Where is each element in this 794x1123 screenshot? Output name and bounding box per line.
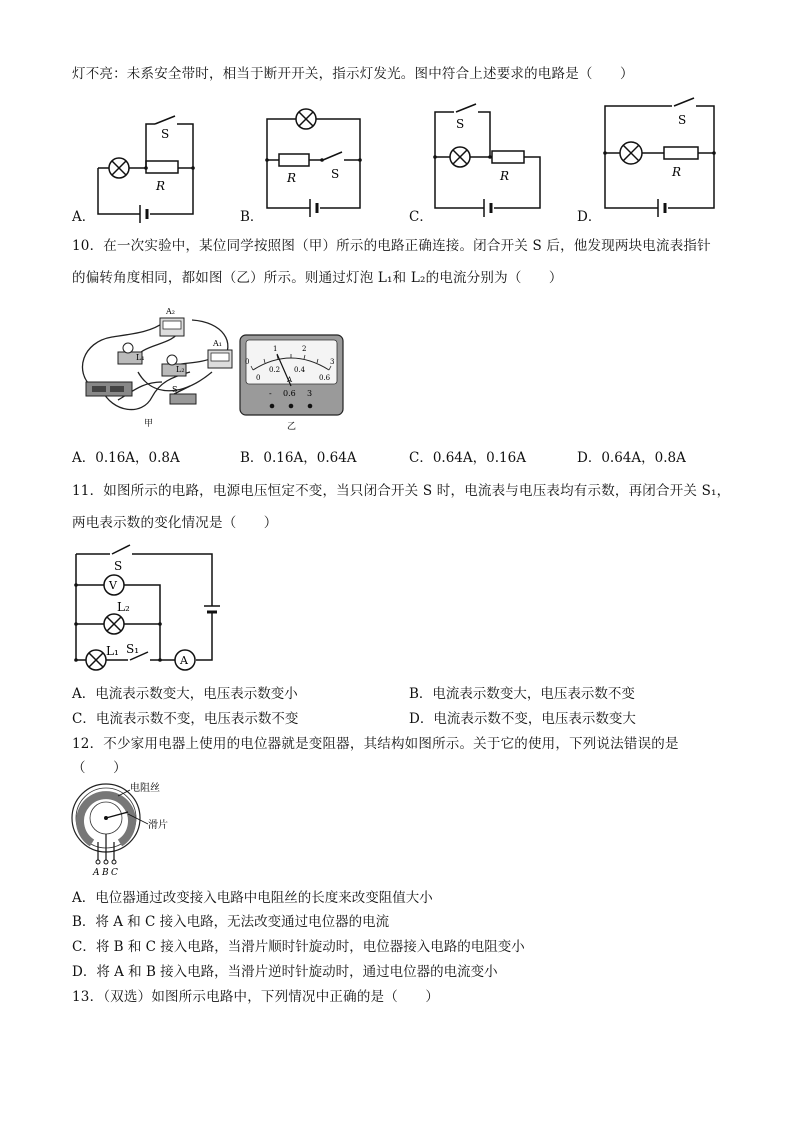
q10-option-b: B．0.16A，0.64A <box>240 450 357 466</box>
lamp-l1-label: L₁ <box>106 644 119 658</box>
q12-option-c: C．将 B 和 C 接入电路，当滑片顺时针旋动时，电位器接入电路的电阻变小 <box>72 939 525 955</box>
q9-option-d: D． <box>577 209 602 225</box>
terminal-b-label: B <box>102 868 109 878</box>
switch-label: S <box>456 117 465 131</box>
q11-option-d: D．电流表示数不变，电压表示数变大 <box>409 711 636 727</box>
q9-circuit-c <box>432 100 544 220</box>
q9-option-c: C． <box>409 209 433 225</box>
ammeter-a2-label: A₂ <box>166 307 175 316</box>
scale-bottom-3: 0.6 <box>319 374 331 382</box>
q12-option-a: A．电位器通过改变接入电路中电阻丝的长度来改变阻值大小 <box>72 890 433 906</box>
fig-yi-caption: 乙 <box>287 422 297 432</box>
q11-line1: 11．如图所示的电路，电源电压恒定不变，当只闭合开关 S 时，电流表与电压表均有示数，再闭合开关 S₁， <box>72 483 731 499</box>
switch-label: S <box>161 127 170 141</box>
scale-top-3: 3 <box>330 358 335 366</box>
q10-line2: 的偏转角度相同，都如图（乙）所示。则通过灯泡 L₁和 L₂的电流分别为（ ） <box>72 270 563 286</box>
q10-option-c: C．0.64A，0.16A <box>409 450 526 466</box>
resistor-label: R <box>672 165 682 179</box>
q11-circuit <box>72 540 222 674</box>
switch-label: S <box>172 385 178 394</box>
terminal-06: 0.6 <box>283 389 296 398</box>
q12-line2: （ ） <box>72 760 127 776</box>
scale-bottom-2: 0.4 <box>294 366 306 374</box>
scale-top-1: 1 <box>273 345 278 353</box>
switch-s1-label: S₁ <box>126 642 140 656</box>
terminal-a-label: A <box>93 868 100 878</box>
q9-circuit-a <box>95 112 205 224</box>
terminal-c-label: C <box>111 868 118 878</box>
ammeter-label: A <box>180 654 188 667</box>
slider-label: 滑片 <box>148 820 168 831</box>
q9-circuit-b <box>264 104 374 220</box>
ammeter-a1-label: A₁ <box>213 339 222 348</box>
scale-bottom-1: 0.2 <box>269 366 281 374</box>
q11-line2: 两电表示数的变化情况是（ ） <box>72 515 278 531</box>
q9-option-a: A． <box>72 209 96 225</box>
ammeter-unit: A <box>287 376 293 384</box>
scale-top-2: 2 <box>302 345 307 353</box>
bulb-l2-label: L₂ <box>176 365 185 374</box>
q12-potentiometer <box>70 780 180 880</box>
q11-option-c: C．电流表示数不变，电压表示数不变 <box>72 711 299 727</box>
voltmeter-label: V <box>109 579 117 592</box>
scale-bottom-0: 0 <box>256 374 261 382</box>
q12-option-d: D．将 A 和 B 接入电路，当滑片逆时针旋动时，通过电位器的电流变小 <box>72 964 498 980</box>
q10-option-d: D．0.64A，0.8A <box>577 450 686 466</box>
q12-line1: 12．不少家用电器上使用的电位器就是变阻器，其结构如图所示。关于它的使用，下列说法错误的是 <box>72 736 679 752</box>
wire-label: 电阻丝 <box>130 783 160 794</box>
q9-circuit-d <box>602 94 720 220</box>
resistor-label: R <box>156 179 166 193</box>
bulb-l1-label: L₁ <box>136 353 145 362</box>
q12-option-b: B．将 A 和 C 接入电路，无法改变通过电位器的电流 <box>72 914 390 930</box>
q13-line1: 13．（双选）如图所示电路中，下列情况中正确的是（ ） <box>72 989 440 1005</box>
fig-jia-caption: 甲 <box>144 419 154 429</box>
terminal-3: 3 <box>307 389 313 398</box>
scale-top-0: 0 <box>245 358 250 366</box>
q10-figure-jia <box>72 302 242 430</box>
resistor-label: R <box>500 169 510 183</box>
terminal-neg: - <box>269 389 272 398</box>
switch-label: S <box>678 113 687 127</box>
q10-figure-yi <box>239 334 344 432</box>
switch-label: S <box>331 167 340 181</box>
q11-option-a: A．电流表示数变大，电压表示数变小 <box>72 686 298 702</box>
q9-option-b: B． <box>240 209 264 225</box>
q10-line1: 10．在一次实验中，某位同学按照图（甲）所示的电路正确连接。闭合开关 S 后，他发现两块电流表指针 <box>72 238 711 254</box>
q9-text: 灯不亮：未系安全带时，相当于断开开关，指示灯发光。图中符合上述要求的电路是（ ） <box>72 66 634 82</box>
q10-option-a: A．0.16A，0.8A <box>72 450 180 466</box>
lamp-l2-label: L₂ <box>117 600 130 614</box>
resistor-label: R <box>287 171 297 185</box>
switch-s-label: S <box>114 559 123 573</box>
q11-option-b: B．电流表示数变大，电压表示数不变 <box>409 686 635 702</box>
